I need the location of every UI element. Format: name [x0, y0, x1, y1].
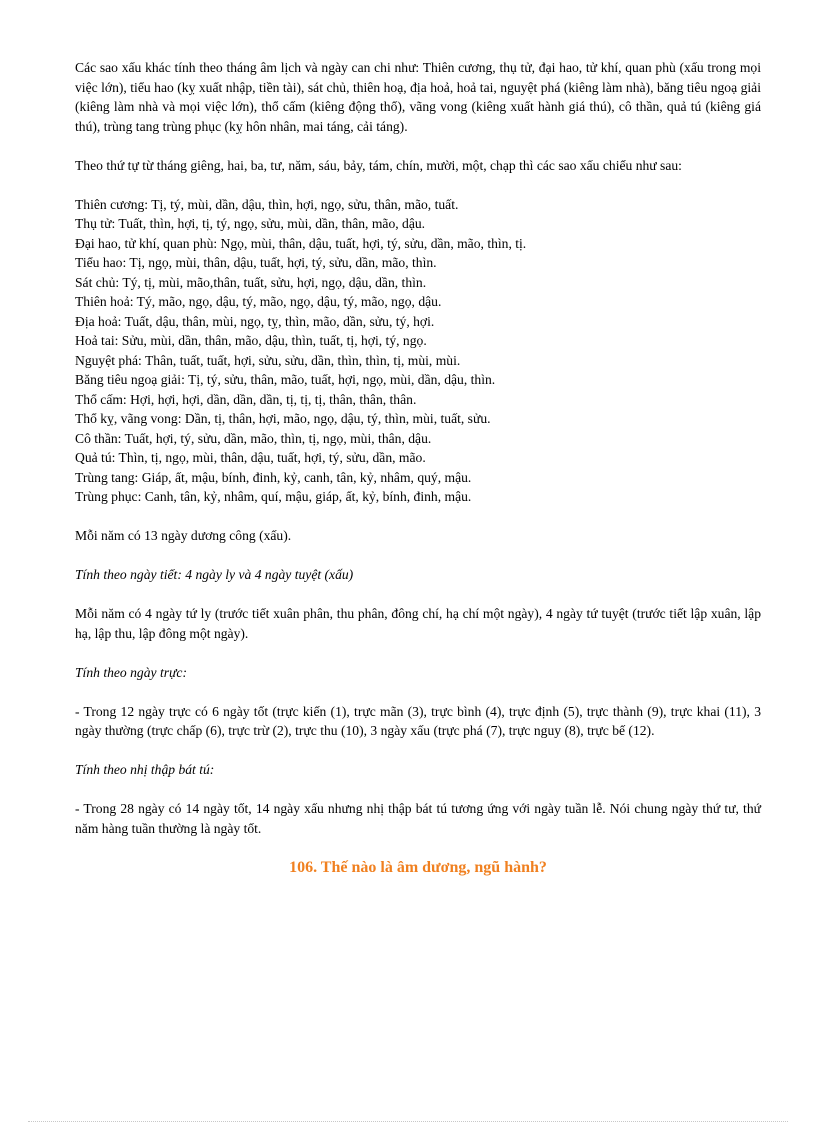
list-item: Sát chủ: Tý, tị, mùi, mão,thân, tuất, sửu, hợi, ngọ, dậu, dần, thìn.	[75, 274, 427, 290]
list-item: Thiên cương: Tị, tý, mùi, dần, dậu, thìn, hợi, ngọ, sửu, thân, mão, tuất.	[75, 196, 459, 212]
list-item: Trùng phục: Canh, tân, kỷ, nhâm, quí, mậu, giáp, ất, kỷ, bính, đinh, mậu.	[75, 489, 472, 504]
list-item: Quả tú: Thìn, tị, ngọ, mùi, thân, dậu, tuất, hợi, tý, sửu, dần, mão.	[75, 450, 426, 465]
nhi-thap-heading: Tính theo nhị thập bát tú:	[75, 762, 215, 777]
truc-heading: Tính theo ngày trực:	[75, 664, 187, 680]
nhi-thap-paragraph: - Trong 28 ngày có 14 ngày tốt, 14 ngày xấu nhưng nhị thập bát tú tương ứng với ngày tuần lễ. Nói chung ngày thứ tư, thứ năm hàng tuần thường là ngày tốt.	[75, 801, 761, 836]
list-item: Trùng tang: Giáp, ất, mậu, bính, đinh, kỷ, canh, tân, kỷ, nhâm, quý, mậu.	[75, 469, 472, 485]
list-item: Tiểu hao: Tị, ngọ, mùi, thân, dậu, tuất, hợi, tý, sửu, dần, mão, thìn.	[75, 255, 437, 270]
list-item: Hoả tai: Sửu, mùi, dần, thân, mão, dậu, thìn, tuất, tị, hợi, tý, ngọ.	[75, 333, 427, 348]
duong-cong-paragraph: Mỗi năm có 13 ngày dương công (xấu).	[75, 528, 292, 543]
intro-paragraph: Các sao xấu khác tính theo tháng âm lịch và ngày can chi như: Thiên cương, thụ tử, đại hao, tử khí, quan phù (xấu trong mọi việc lớn), tiểu hao (kỵ xuất nhập, tiền tài), sát chủ, thiên hoạ, địa hoả, hoả tai, nguyệt phá (kiêng làm nhà), băng tiêu ngoạ giải (kiêng làm nhà và mọi việc lớn), thổ cấm (kiêng động thổ), vãng vong (kiêng xuất hành giá thú), cô thần, quả tú (kiêng giá thú), trùng tang trùng phục (kỵ hôn nhân, mai táng, cải táng).	[75, 60, 761, 134]
page-bottom-divider	[28, 1121, 788, 1122]
list-item: Nguyệt phá: Thân, tuất, tuất, hợi, sửu, sửu, dần, thìn, thìn, tị, mùi, mùi.	[75, 352, 461, 368]
list-item: Cô thần: Tuất, hợi, tý, sửu, dần, mão, thìn, tị, ngọ, mùi, thân, dậu.	[75, 430, 432, 446]
section-title: 106. Thế nào là âm dương, ngũ hành?	[289, 858, 547, 876]
list-item: Thổ kỵ, vãng vong: Dần, tị, thân, hợi, mão, ngọ, dậu, tý, thìn, mùi, tuất, sửu.	[75, 411, 491, 426]
list-item: Thụ tử: Tuất, thìn, hợi, tị, tý, ngọ, sửu, mùi, dần, thân, mão, dậu.	[75, 216, 426, 231]
list-item: Địa hoả: Tuất, dậu, thân, mùi, ngọ, tỵ, thìn, mão, dần, sửu, tý, hợi.	[75, 313, 435, 329]
order-paragraph: Theo thứ tự từ tháng giêng, hai, ba, tư, năm, sáu, bảy, tám, chín, mười, một, chạp thì các sao xấu chiếu như sau:	[75, 157, 682, 173]
document-page	[75, 58, 761, 877]
truc-paragraph: - Trong 12 ngày trực có 6 ngày tốt (trực kiến (1), trực mãn (3), trực bình (4), trực định (5), trực thành (9), trực khai (11), 3 ngày thường (trực chấp (6), trực trừ (2), trực thu (10), 3 ngày xấu (trực phá (7), trực nguy (8), trực bế (12).	[75, 703, 761, 738]
bad-stars-list	[75, 195, 761, 507]
tiet-heading: Tính theo ngày tiết: 4 ngày ly và 4 ngày tuyệt (xấu)	[75, 567, 354, 582]
list-item: Đại hao, tử khí, quan phù: Ngọ, mùi, thân, dậu, tuất, hợi, tý, sửu, dần, mão, thìn, tị.	[75, 235, 527, 251]
list-item: Thổ cấm: Hợi, hợi, hợi, dần, dần, dần, tị, tị, tị, thân, thân, thân.	[75, 391, 417, 407]
list-item: Thiên hoả: Tý, mão, ngọ, dậu, tý, mão, ngọ, dậu, tý, mão, ngọ, dậu.	[75, 294, 442, 309]
tiet-paragraph: Mỗi năm có 4 ngày tứ ly (trước tiết xuân phân, thu phân, đông chí, hạ chí một ngày), 4 ngày tứ tuyệt (trước tiết lập xuân, lập hạ, lập thu, lập đông một ngày).	[75, 606, 761, 641]
list-item: Băng tiêu ngoạ giải: Tị, tý, sửu, thân, mão, tuất, hợi, ngọ, mùi, dần, dậu, thìn.	[75, 372, 496, 387]
